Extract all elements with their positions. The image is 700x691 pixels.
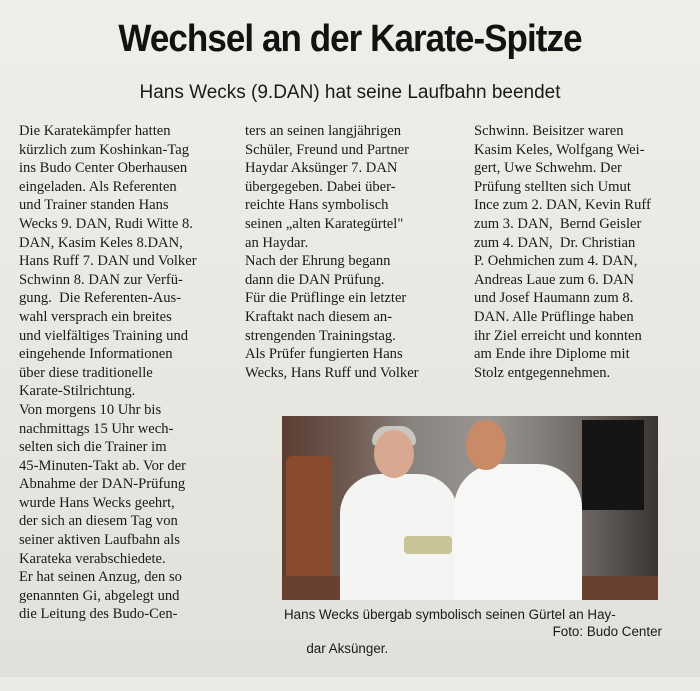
text-line: 45-Minuten-Takt ab. Vor der — [19, 457, 187, 474]
text-line: Ince zum 2. DAN, Kevin Ruff — [474, 197, 651, 214]
text-line: Die Karatekämpfer hatten — [19, 123, 171, 139]
text-line: ters an seinen langjährigen — [245, 123, 402, 139]
text-line: zum 3. DAN, Bernd Geisler — [474, 215, 642, 232]
subheadline: Hans Wecks (9.DAN) hat seine Laufbahn beendet — [139, 82, 561, 103]
karate-belt — [404, 536, 452, 554]
speaker — [582, 420, 644, 510]
text-line: Kraftakt nach diesem an- — [245, 308, 393, 325]
text-line: genannten Gi, abgelegt und — [19, 587, 180, 604]
person-head — [374, 430, 414, 478]
text-line: und Josef Haumann zum 8. — [474, 290, 634, 307]
text-line: strengenden Trainingstag. — [245, 327, 396, 344]
text-line: eingehende Informationen — [19, 346, 173, 363]
text-line: seiner aktiven Laufbahn als — [19, 532, 180, 549]
person-haydar-aksuenger — [454, 464, 582, 600]
text-line: Für die Prüflinge ein letzter — [245, 290, 407, 307]
text-line: eingeladen. Als Referenten — [19, 178, 177, 195]
text-line: zum 4. DAN, Dr. Christian — [474, 234, 636, 251]
photo-caption — [284, 606, 664, 691]
caption-text: dar Aksünger. — [306, 641, 389, 656]
article-column-3 — [474, 122, 689, 382]
text-line: DAN. Alle Prüflinge haben — [474, 308, 634, 325]
text-line: DAN, Kasim Keles 8.DAN, — [19, 234, 183, 251]
person-head — [466, 420, 506, 470]
text-line: dann die DAN Prüfung. — [245, 271, 385, 288]
text-line: P. Oehmichen zum 4. DAN, — [474, 253, 638, 270]
text-line: Kasim Keles, Wolfgang Wei- — [474, 141, 645, 158]
text-line: Als Prüfer fungierten Hans — [245, 346, 403, 363]
text-line: Abnahme der DAN-Prüfung — [19, 476, 186, 493]
headline: Wechsel an der Karate-Spitze — [118, 18, 582, 60]
caption-line: Hans Wecks übergab symbolisch seinen Gürtel an Hay- — [284, 607, 616, 622]
text-line: Er hat seinen Anzug, den so — [19, 569, 182, 586]
text-line: am Ende ihre Diplome mit — [474, 346, 630, 363]
punching-bag — [286, 456, 332, 596]
text-line: wahl versprach ein breites — [19, 308, 172, 325]
article-column-1 — [19, 122, 245, 624]
text-line: ins Budo Center Oberhausen — [19, 160, 188, 177]
text-line: Schwinn 8. DAN zur Verfü- — [19, 271, 183, 288]
text-line: kürzlich zum Koshinkan-Tag — [19, 141, 190, 158]
text-line: ihr Ziel erreicht und konnten — [474, 327, 642, 344]
text-line: übergegeben. Dabei über- — [245, 178, 396, 195]
text-line: der sich an diesem Tag von — [19, 513, 178, 530]
text-line: Andreas Laue zum 6. DAN — [474, 271, 635, 288]
text-line: über diese traditionelle — [19, 364, 153, 381]
article-column-2 — [245, 122, 467, 382]
text-line: gert, Uwe Schwehm. Der — [474, 160, 622, 177]
text-line: Karateka verabschiedete. — [19, 550, 166, 567]
text-line: wurde Hans Wecks geehrt, — [19, 494, 175, 511]
caption-line — [284, 623, 664, 691]
text-line: Wecks, Hans Ruff und Volker — [245, 364, 419, 381]
text-line: Karate-Stilrichtung. — [19, 383, 136, 400]
text-line: und vielfältiges Training und — [19, 327, 189, 344]
photo-credit: Foto: Budo Center — [552, 624, 662, 639]
text-line: Haydar Aksünger 7. DAN — [245, 160, 398, 177]
text-line: Schüler, Freund und Partner — [245, 141, 409, 158]
text-line: Hans Ruff 7. DAN und Volker — [19, 253, 197, 270]
text-line: an Haydar. — [245, 234, 309, 251]
text-line: die Leitung des Budo-Cen- — [19, 606, 178, 623]
text-line: Prüfung stellten sich Umut — [474, 178, 631, 195]
text-line: und Trainer standen Hans — [19, 197, 169, 214]
text-line: Von morgens 10 Uhr bis — [19, 401, 162, 418]
text-line: reichte Hans symbolisch — [245, 197, 389, 214]
text-line: gung. Die Referenten-Aus- — [19, 290, 182, 307]
text-line: seinen „alten Karategürtel" — [245, 215, 404, 232]
text-line: selten sich die Trainer im — [19, 439, 167, 456]
text-line: Stolz entgegennehmen. — [474, 364, 611, 381]
text-line: Nach der Ehrung begann — [245, 253, 391, 270]
text-line: Wecks 9. DAN, Rudi Witte 8. — [19, 215, 193, 232]
article-photo — [282, 416, 658, 600]
text-line: Schwinn. Beisitzer waren — [474, 123, 624, 139]
text-line: nachmittags 15 Uhr wech- — [19, 420, 174, 437]
